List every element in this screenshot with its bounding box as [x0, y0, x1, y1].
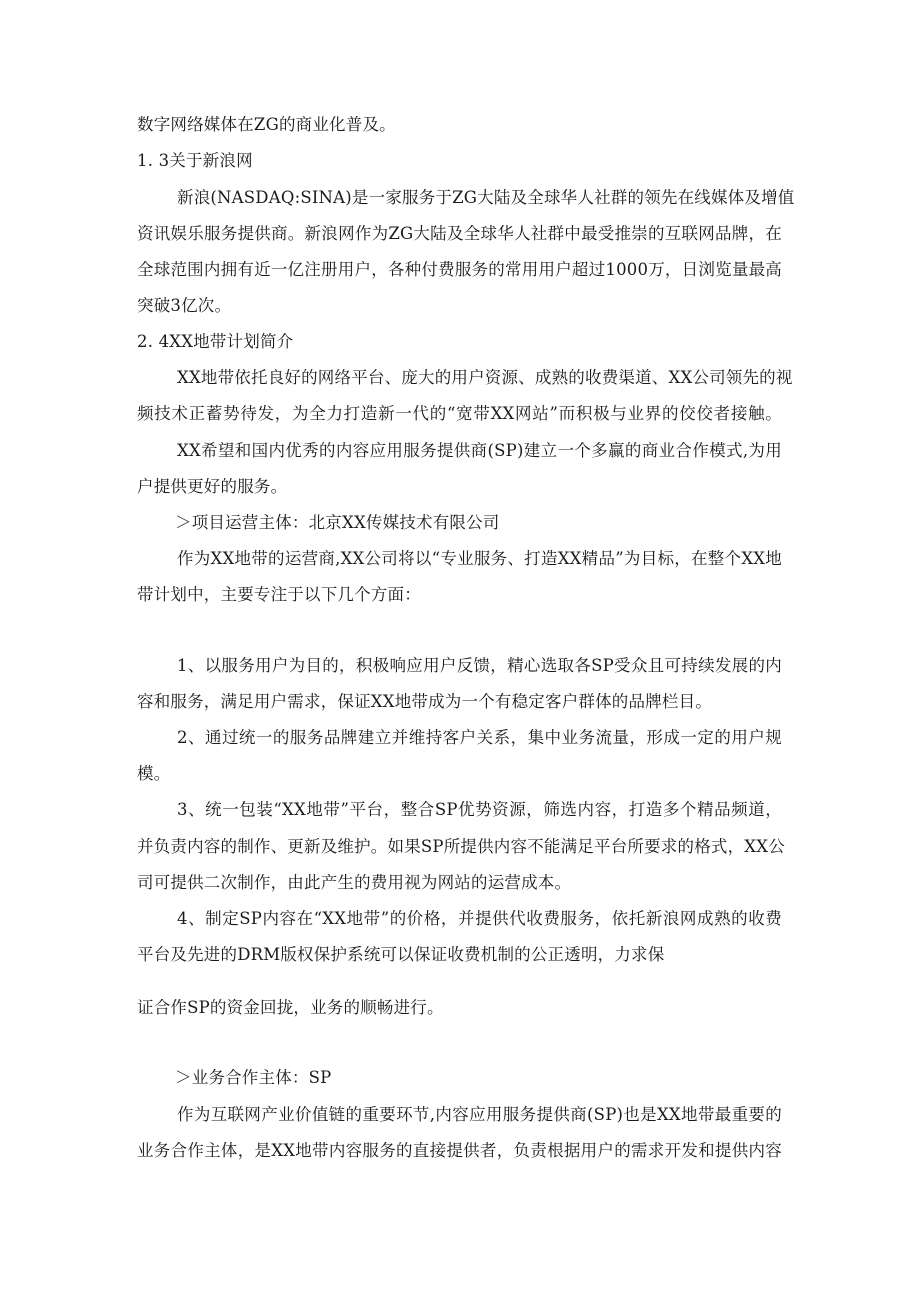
- text-line: XX地带依托良好的网络平台、庞大的用户资源、成熟的收费渠道、XX公司领先的视: [177, 368, 793, 387]
- text-line: 作为互联网产业价值链的重要环节,内容应用服务提供商(SP)也是XX地带最重要的: [177, 1105, 782, 1124]
- text-line: 资讯娱乐服务提供商。新浪网作为ZG大陆及全球华人社群中最受推崇的互联网品牌，在: [137, 224, 782, 243]
- text-line: 容和服务，满足用户需求，保证XX地带成为一个有稳定客户群体的品牌栏目。: [137, 692, 712, 711]
- text-line: 数字网络媒体在ZG的商业化普及。: [137, 115, 396, 134]
- text-line: 户提供更好的服务。: [137, 477, 288, 496]
- text-line: 平台及先进的DRM版权保护系统可以保证收费机制的公正透明，力求保: [137, 945, 665, 964]
- text-line: ＞项目运营主体：北京XX传媒技术有限公司: [175, 513, 500, 532]
- text-line: 带计划中，主要专注于以下几个方面：: [137, 585, 421, 604]
- text-line: 4、制定SP内容在“XX地带”的价格，并提供代收费服务，依托新浪网成熟的收费: [177, 909, 782, 928]
- section-heading: 2. 4XX地带计划简介: [137, 332, 294, 351]
- text-line: 模。: [137, 764, 171, 783]
- text-line: ＞业务合作主体：SP: [175, 1068, 332, 1087]
- text-line: 1、以服务用户为目的，积极响应用户反馈，精心选取各SP受众且可持续发展的内: [177, 656, 782, 675]
- text-line: 作为XX地带的运营商,XX公司将以“专业服务、打造XX精品”为目标，在整个XX地: [177, 549, 782, 568]
- text-line: 并负责内容的制作、更新及维护。如果SP所提供内容不能满足平台所要求的格式，XX公: [137, 837, 785, 856]
- text-line: 3、统一包装“XX地带”平台，整合SP优势资源，筛选内容，打造多个精品频道，: [177, 800, 782, 819]
- text-line: 证合作SP的资金回拢，业务的顺畅进行。: [137, 998, 444, 1017]
- text-line: 2、通过统一的服务品牌建立并维持客户关系，集中业务流量，形成一定的用户规: [177, 728, 782, 747]
- text-line: 突破3亿次。: [137, 296, 232, 315]
- text-line: 司可提供二次制作，由此产生的费用视为网站的运营成本。: [137, 873, 572, 892]
- text-line: 业务合作主体，是XX地带内容服务的直接提供者，负责根据用户的需求开发和提供内容: [137, 1141, 782, 1160]
- text-line: XX希望和国内优秀的内容应用服务提供商(SP)建立一个多赢的商业合作模式,为用: [177, 441, 782, 460]
- text-line: 频技术正蓄势待发，为全力打造新一代的“宽带XX网站”而积极与业界的佼佼者接触。: [137, 404, 782, 423]
- section-heading: 1. 3关于新浪网: [137, 151, 253, 170]
- text-line: 全球范围内拥有近一亿注册用户，各种付费服务的常用用户超过1000万，日浏览量最高: [137, 260, 782, 279]
- text-line: 新浪(NASDAQ:SINA)是一家服务于ZG大陆及全球华人社群的领先在线媒体及增值: [177, 188, 795, 207]
